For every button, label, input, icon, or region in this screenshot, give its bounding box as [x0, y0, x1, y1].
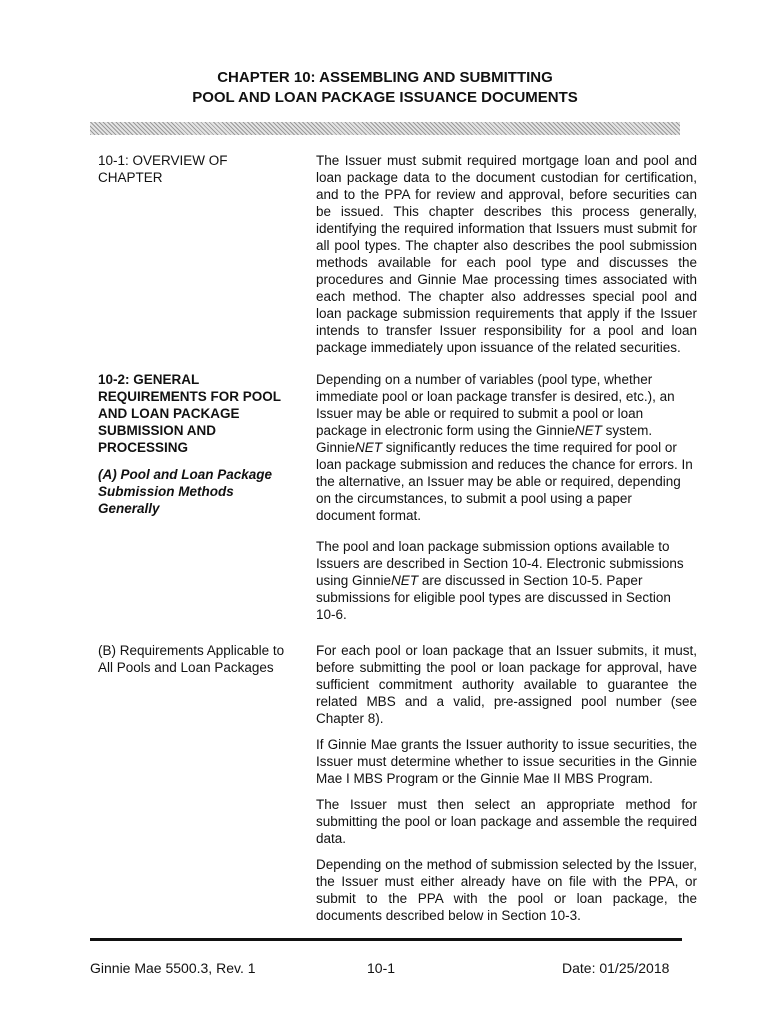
paragraph: If Ginnie Mae grants the Issuer authority to issue securities, the Issuer must determine whether to issue securities in the Ginnie Mae I MBS Program or the Ginnie Mae II MBS Program. — [316, 737, 697, 786]
paragraph: For each pool or loan package that an Issuer submits, it must, before submitting the pool or loan package for approval, have sufficient commitment authority available to guarantee the related MBS and a valid, pre-assigned pool number (see Chapter 8). — [316, 643, 697, 726]
text-run: are discussed in Section 10-5. Paper submissions for eligible pool types are discussed in Section 10-6. — [316, 573, 671, 622]
footer-document-id: Ginnie Mae 5500.3, Rev. 1 — [90, 960, 256, 976]
section-10-2-body — [316, 371, 694, 632]
title-line-2: POOL AND LOAN PACKAGE ISSUANCE DOCUMENTS — [192, 89, 578, 106]
paragraph — [316, 371, 694, 524]
text-run: significantly reduces the time required for pool or loan package submission and reduces the chance for errors. In the alternative, an Issuer may be able or required, depending on the circumstances, to submit a pool using a paper document format. — [316, 440, 693, 523]
section-10-2-sidebar — [98, 371, 298, 517]
section-10-1-body — [316, 152, 697, 365]
title-line-1: CHAPTER 10: ASSEMBLING AND SUBMITTING — [217, 69, 553, 86]
net-italic: NET — [391, 573, 419, 588]
text-run: The pool and loan package submission options available to Issuers are described in Section 10-4. Electronic submissions using Ginnie — [316, 539, 684, 588]
hatched-divider — [90, 122, 680, 135]
section-10-1-heading: 10-1: OVERVIEW OF CHAPTER — [98, 153, 228, 185]
footer-page-number: 10-1 — [367, 960, 396, 976]
text-run: system. Ginnie — [316, 423, 653, 455]
footer-rule — [90, 938, 682, 941]
net-italic: NET — [574, 423, 602, 438]
paragraph: The Issuer must then select an appropriate method for submitting the pool or loan package and assemble the required data. — [316, 797, 697, 846]
footer-date: Date: 01/25/2018 — [562, 960, 670, 976]
paragraph: Depending on the method of submission selected by the Issuer, the Issuer must either already have on file with the PPA, or submit to the PPA with the pool or loan package, the documents described below in Section 10-3. — [316, 857, 697, 923]
subsection-a-heading: (A) Pool and Loan Package Submission Methods Generally — [98, 467, 273, 516]
section-10-2-heading: 10-2: GENERAL REQUIREMENTS FOR POOL AND LOAN PACKAGE SUBMISSION AND PROCESSING — [98, 372, 281, 455]
subsection-b-heading: (B) Requirements Applicable to All Pools and Loan Packages — [98, 643, 285, 675]
text-run: Depending on a number of variables (pool type, whether immediate pool or loan package transfer is desired, etc.), an Issuer may be able or required to submit a pool or loan package in electronic form using the Ginnie — [316, 372, 675, 438]
page-title — [0, 68, 770, 108]
net-italic: NET — [355, 440, 383, 455]
paragraph — [316, 538, 694, 623]
subsection-b-body — [316, 642, 697, 933]
paragraph: The Issuer must submit required mortgage loan and pool and loan package data to the document custodian for certification, and to the PPA for review and approval, before securities can be issued. This chapter describes this process generally, identifying the required information that Issuers must submit for all pool types. The chapter also describes the pool submission methods available for each pool type and discusses the procedures and Ginnie Mae processing times associated with each method. The chapter also addresses special pool and loan package submission requirements that apply if the Issuer intends to transfer Issuer responsibility for a pool and loan package immediately upon issuance of the related securities. — [316, 153, 697, 355]
